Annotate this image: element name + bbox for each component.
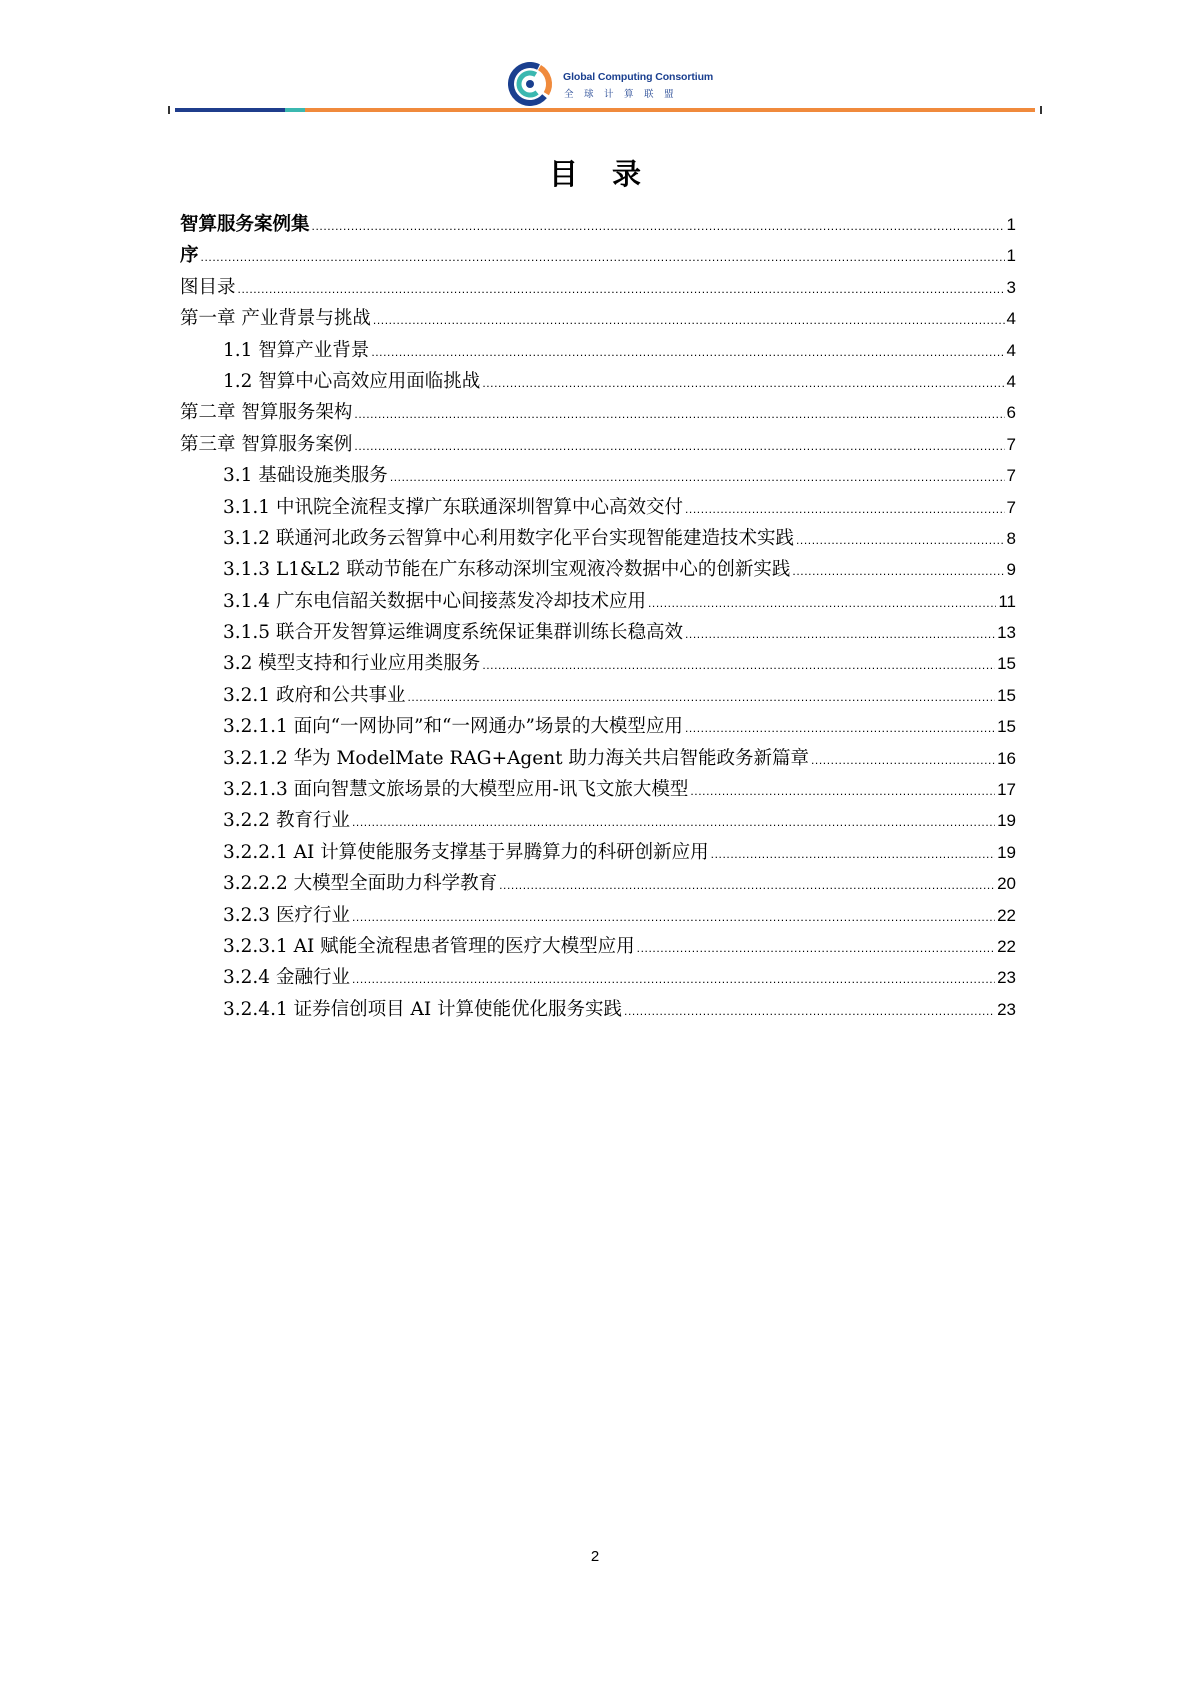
toc-entry[interactable]: [180, 931, 1016, 962]
toc-entry[interactable]: [180, 366, 1016, 397]
toc-dot-leader: [792, 556, 1004, 587]
toc-dot-leader: [390, 462, 1005, 493]
toc-entry-page[interactable]: 11: [998, 591, 1016, 611]
toc-entry-label[interactable]: 3.2.2.2 大模型全面助力科学教育: [223, 873, 498, 895]
toc-dot-leader: [373, 305, 1005, 336]
toc-entry[interactable]: [180, 272, 1016, 303]
toc-entry[interactable]: [180, 774, 1016, 805]
toc-dot-leader: [352, 807, 995, 838]
toc-entry-label[interactable]: 序: [180, 245, 199, 267]
toc-entry-page[interactable]: 7: [1006, 466, 1016, 486]
toc-entry-label[interactable]: 3.1.3 L1&L2 联动节能在广东移动深圳宝观液冷数据中心的创新实践: [223, 559, 791, 581]
toc-entry-label[interactable]: 3.2 模型支持和行业应用类服务: [223, 653, 481, 675]
rule-segment-teal: [285, 108, 305, 112]
toc-dot-leader: [648, 588, 996, 619]
toc-entry[interactable]: [180, 335, 1016, 366]
toc-entry-page[interactable]: 8: [1006, 528, 1016, 548]
rule-segment-orange: [305, 108, 1035, 112]
toc-entry-page[interactable]: 23: [997, 999, 1016, 1019]
toc-entry-label[interactable]: 第二章 智算服务架构: [180, 402, 353, 424]
toc-dot-leader: [624, 996, 995, 1027]
toc-entry[interactable]: [180, 397, 1016, 428]
toc-entry-page[interactable]: 13: [997, 623, 1016, 643]
toc-entry-label[interactable]: 3.2.1.1 面向“一网协同”和“一网通办”场景的大模型应用: [223, 716, 683, 738]
toc-dot-leader: [238, 274, 1005, 305]
table-of-contents: [180, 209, 1016, 1025]
page-title: 目录: [548, 157, 675, 191]
toc-entry-label[interactable]: 3.1.4 广东电信韶关数据中心间接蒸发冷却技术应用: [223, 590, 646, 612]
toc-entry[interactable]: [180, 554, 1016, 585]
toc-entry[interactable]: [180, 743, 1016, 774]
toc-entry-page[interactable]: 20: [997, 874, 1016, 894]
toc-entry[interactable]: [180, 617, 1016, 648]
toc-dot-leader: [482, 650, 995, 681]
toc-entry[interactable]: [180, 240, 1016, 271]
toc-dot-leader: [352, 964, 995, 995]
toc-entry[interactable]: [180, 837, 1016, 868]
toc-dot-leader: [499, 870, 995, 901]
toc-entry-label[interactable]: 图目录: [180, 276, 236, 298]
toc-entry-page[interactable]: 15: [997, 654, 1016, 674]
toc-entry[interactable]: [180, 994, 1016, 1025]
toc-entry-label[interactable]: 3.1 基础设施类服务: [223, 465, 388, 487]
toc-entry[interactable]: [180, 711, 1016, 742]
toc-entry[interactable]: [180, 962, 1016, 993]
page-header: [0, 0, 1190, 120]
toc-dot-leader: [352, 902, 995, 933]
toc-entry[interactable]: [180, 209, 1016, 240]
toc-entry-label[interactable]: 3.2.3 医疗行业: [223, 904, 350, 926]
toc-entry-page[interactable]: 9: [1006, 560, 1016, 580]
toc-entry-page[interactable]: 19: [997, 811, 1016, 831]
toc-entry[interactable]: [180, 648, 1016, 679]
toc-dot-leader: [201, 242, 1005, 273]
rule-tick-left: [168, 106, 170, 114]
toc-entry-label[interactable]: 1.2 智算中心高效应用面临挑战: [223, 370, 481, 392]
toc-entry-label[interactable]: 1.1 智算产业背景: [223, 339, 370, 361]
toc-entry-page[interactable]: 1: [1006, 215, 1016, 234]
toc-dot-leader: [354, 399, 1004, 430]
toc-entry-label[interactable]: 3.1.2 联通河北政务云智算中心利用数字化平台实现智能建造技术实践: [223, 527, 794, 549]
toc-entry-label[interactable]: 3.2.4 金融行业: [223, 967, 350, 989]
toc-entry-label[interactable]: 第一章 产业背景与挑战: [180, 308, 371, 330]
toc-entry[interactable]: [180, 586, 1016, 617]
toc-entry-label[interactable]: 3.2.2 教育行业: [223, 810, 350, 832]
toc-entry-label[interactable]: 智算服务案例集: [180, 214, 310, 235]
toc-entry[interactable]: [180, 429, 1016, 460]
rule-tick-right: [1040, 106, 1042, 114]
toc-entry-page[interactable]: 19: [997, 842, 1016, 862]
toc-entry[interactable]: [180, 868, 1016, 899]
toc-entry[interactable]: [180, 460, 1016, 491]
toc-dot-leader: [354, 431, 1004, 462]
toc-entry-page[interactable]: 23: [997, 968, 1016, 988]
toc-entry-label[interactable]: 3.2.1.3 面向智慧文旅场景的大模型应用-讯飞文旅大模型: [223, 779, 689, 801]
toc-dot-leader: [637, 933, 995, 964]
toc-entry-label[interactable]: 3.2.1.2 华为 ModelMate RAG+Agent 助力海关共启智能政务新篇章: [223, 747, 809, 769]
toc-dot-leader: [685, 713, 995, 744]
toc-entry-label[interactable]: 3.1.1 中讯院全流程支撑广东联通深圳智算中心高效交付: [223, 496, 683, 518]
toc-entry-page[interactable]: 4: [1006, 309, 1016, 329]
toc-entry-label[interactable]: 3.1.5 联合开发智算运维调度系统保证集群训练长稳高效: [223, 622, 683, 644]
toc-dot-leader: [685, 619, 995, 650]
toc-entry-page[interactable]: 15: [997, 685, 1016, 705]
toc-dot-leader: [690, 776, 995, 807]
toc-entry-label[interactable]: 3.2.2.1 AI 计算使能服务支撑基于昇腾算力的科研创新应用: [223, 841, 709, 863]
toc-dot-leader: [811, 745, 995, 776]
logo-text-cn: 全球计算联盟: [564, 89, 685, 100]
toc-entry-page[interactable]: 4: [1006, 340, 1016, 360]
toc-entry-page[interactable]: 22: [997, 936, 1016, 956]
toc-entry-page[interactable]: 15: [997, 717, 1016, 737]
toc-entry-label[interactable]: 3.2.1 政府和公共事业: [223, 684, 406, 706]
page-number: 2: [590, 1548, 600, 1565]
toc-entry[interactable]: [180, 805, 1016, 836]
gcc-logo: [508, 62, 714, 106]
toc-entry-page[interactable]: 4: [1006, 371, 1016, 391]
toc-entry-label[interactable]: 3.2.4.1 证券信创项目 AI 计算使能优化服务实践: [223, 998, 623, 1020]
toc-entry[interactable]: [180, 492, 1016, 523]
toc-entry-page[interactable]: 1: [1006, 246, 1016, 266]
toc-dot-leader: [312, 211, 1005, 242]
toc-entry[interactable]: [180, 303, 1016, 334]
logo-text-en: Global Computing Consortium: [563, 71, 714, 83]
toc-entry-page[interactable]: 17: [997, 780, 1016, 800]
header-rule: [175, 108, 1035, 112]
toc-dot-leader: [371, 337, 1004, 368]
toc-entry-page[interactable]: 3: [1006, 277, 1016, 297]
toc-entry[interactable]: [180, 680, 1016, 711]
toc-entry-page[interactable]: 16: [997, 748, 1016, 768]
toc-dot-leader: [711, 839, 995, 870]
toc-entry-page[interactable]: 22: [997, 905, 1016, 925]
toc-entry[interactable]: [180, 523, 1016, 554]
toc-dot-leader: [407, 682, 995, 713]
toc-dot-leader: [796, 525, 1005, 556]
toc-entry-label[interactable]: 第三章 智算服务案例: [180, 433, 353, 455]
rule-segment-blue: [175, 108, 285, 112]
toc-entry-page[interactable]: 6: [1006, 403, 1016, 423]
toc-entry-page[interactable]: 7: [1006, 497, 1016, 517]
toc-entry-page[interactable]: 7: [1006, 434, 1016, 454]
toc-dot-leader: [482, 368, 1004, 399]
toc-entry[interactable]: [180, 900, 1016, 931]
toc-entry-label[interactable]: 3.2.3.1 AI 赋能全流程患者管理的医疗大模型应用: [223, 935, 635, 957]
gcc-logo-icon: [508, 62, 554, 106]
toc-dot-leader: [685, 494, 1005, 525]
